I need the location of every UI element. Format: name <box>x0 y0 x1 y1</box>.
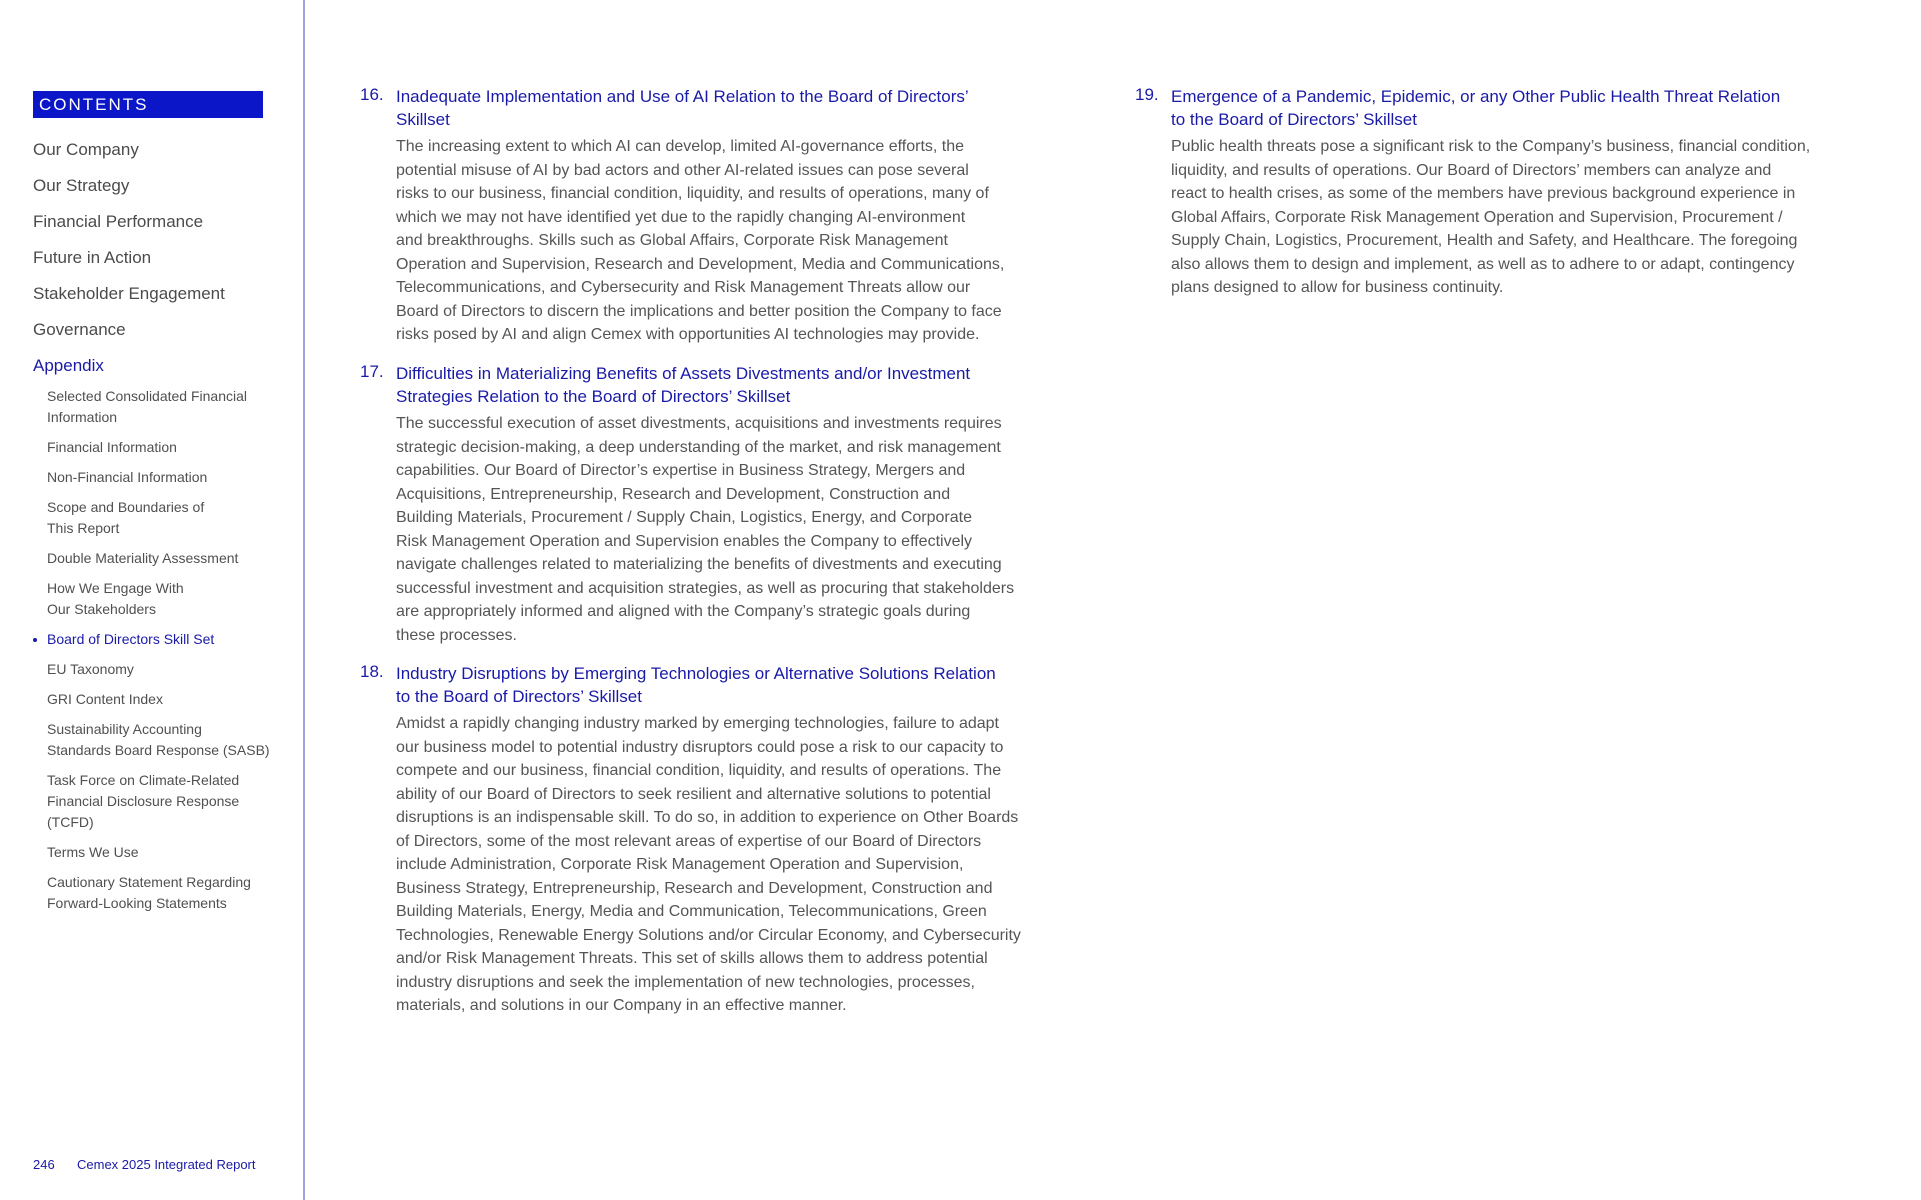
body-line: Technologies, Renewable Energy Solutions and/or Circular Economy, and Cybersecurity <box>396 926 1021 944</box>
body-line: risks posed by AI and align Cemex with opportunities AI technologies may provide. <box>396 326 980 343</box>
body-line: compete and our business, financial condition, liquidity, and results of operations. The <box>396 762 1002 779</box>
body-line: The increasing extent to which AI can develop, limited AI-governance efforts, the <box>396 138 965 155</box>
body-line: which we may not have identified yet due to the rapidly changing AI-environment <box>396 208 966 226</box>
body-line: disruptions is an indispensable skill. To do so, in addition to experience on Other Boards <box>396 809 1019 826</box>
body-line: Acquisitions, Entrepreneurship, Research and Development, Construction and <box>396 485 951 503</box>
footer-report-title: Cemex 2025 Integrated Report <box>77 1157 256 1172</box>
nav-sub-gri-content-index[interactable]: GRI Content Index <box>47 691 163 707</box>
body-line: Board of Directors to discern the implications and better position the Company to face <box>396 302 1002 320</box>
section-number: 18. <box>360 662 384 681</box>
nav-sub-non-financial-information[interactable]: Non-Financial Information <box>47 469 208 485</box>
body-line: Building Materials, Procurement / Supply Chain, Logistics, Energy, and Corporate <box>396 509 972 526</box>
nav-sub-double-materiality-assessment[interactable]: Double Materiality Assessment <box>47 550 239 566</box>
section-title <box>396 362 970 408</box>
nav-appendix[interactable]: Appendix <box>33 356 104 375</box>
nav-sub-cautionary-statement[interactable]: Cautionary Statement Regarding Forward-Looking Statements <box>47 874 251 911</box>
body-line: Public health threats pose a significant risk to the Company’s business, financial condition, <box>1171 138 1811 155</box>
section-number: 19. <box>1135 85 1159 104</box>
nav-our-company[interactable]: Our Company <box>33 140 139 159</box>
section-body <box>1171 135 1810 300</box>
body-line: The successful execution of asset divestments, acquisitions and investments requires <box>396 415 1002 432</box>
body-line: Telecommunications, and Cybersecurity and Risk Management Threats allow our <box>396 279 971 296</box>
section-body <box>396 712 1021 1018</box>
section-title-line: Skillset <box>396 110 450 129</box>
body-line: Building Materials, Energy, Media and Communication, Telecommunications, Green <box>396 903 987 920</box>
contents-header: CONTENTS <box>33 91 263 118</box>
section-title-line: Emergence of a Pandemic, Epidemic, or any Other Public Health Threat Relation <box>1171 87 1781 106</box>
body-line: industry disruptions and seek the implementation of new technologies, processes, <box>396 973 975 991</box>
body-line: are appropriately informed and aligned with the Company’s strategic goals during <box>396 603 971 620</box>
body-line: capabilities. Our Board of Director’s expertise in Business Strategy, Mergers and <box>396 462 966 479</box>
section-18 <box>360 662 1080 1022</box>
body-line: liquidity, and results of operations. Our Board of Directors’ members can analyze and <box>1171 161 1772 179</box>
body-line: ability of our Board of Directors to seek resilient and alternative solutions to potential <box>396 785 991 803</box>
body-line: successful investment and acquisition strategies, as well as procuring that stakeholders <box>396 579 1015 597</box>
nav-sub-selected-consolidated-financial-information[interactable]: Selected Consolidated Financial Information <box>47 388 248 425</box>
body-line: materials, and solutions in our Company in an effective manner. <box>396 997 847 1014</box>
body-line: Business Strategy, Entrepreneurship, Research and Development, Construction and <box>396 879 993 897</box>
sidebar <box>0 0 303 1200</box>
section-title-line: to the Board of Directors’ Skillset <box>1171 110 1417 129</box>
section-title-line: Industry Disruptions by Emerging Technologies or Alternative Solutions Relation <box>396 664 996 683</box>
nav-sub-sasb[interactable]: Sustainability Accounting Standards Board Response (SASB) <box>47 721 270 758</box>
section-body <box>396 135 1004 347</box>
body-line: Amidst a rapidly changing industry marked by emerging technologies, failure to adapt <box>396 715 999 732</box>
nav-sub-how-we-engage[interactable]: How We Engage With Our Stakeholders <box>47 580 184 617</box>
body-line: Supply Chain, Logistics, Procurement, Health and Safety, and Healthcare. The foregoing <box>1171 232 1798 249</box>
body-line: and/or Risk Management Threats. This set of skills allows them to address potential <box>396 950 988 967</box>
body-line: Global Affairs, Corporate Risk Management Operation and Supervision, Procurement / <box>1171 208 1783 226</box>
section-16 <box>360 85 1080 355</box>
nav-stakeholder-engagement[interactable]: Stakeholder Engagement <box>33 284 225 303</box>
section-19 <box>1135 85 1895 305</box>
body-line: of Directors, some of the most relevant areas of expertise of our Board of Directors <box>396 832 982 850</box>
section-title-line: Difficulties in Materializing Benefits of Assets Divestments and/or Investment <box>396 364 971 383</box>
body-line: our business model to potential industry disruptors could pose a risk to our capacity to <box>396 738 1004 756</box>
nav-future-in-action[interactable]: Future in Action <box>33 248 152 267</box>
section-number: 16. <box>360 85 384 104</box>
body-line: Risk Management Operation and Supervision enables the Company to effectively <box>396 532 973 550</box>
nav-sub-tcfd[interactable]: Task Force on Climate-Related Financial Disclosure Response (TCFD) <box>47 772 240 830</box>
nav-governance[interactable]: Governance <box>33 320 126 339</box>
section-title <box>396 662 996 708</box>
footer-page-number: 246 <box>33 1157 55 1172</box>
body-line: also allows them to design and implement, as well as to adhere to or adapt, contingency <box>1171 255 1795 273</box>
sidebar-divider <box>303 0 305 1200</box>
body-line: risks to our business, financial condition, liquidity, and results of operations, many of <box>396 185 989 202</box>
body-line: potential misuse of AI by bad actors and other AI-related issues can pose several <box>396 161 969 179</box>
body-line: strategic decision-making, a deep understanding of the market, and risk management <box>396 438 1001 456</box>
body-line: Operation and Supervision, Research and Development, Media and Communications, <box>396 255 1005 273</box>
body-line: plans designed to allow for business continuity. <box>1171 279 1504 296</box>
section-17 <box>360 362 1080 652</box>
nav-sub-scope-and-boundaries[interactable]: Scope and Boundaries of This Report <box>47 499 205 536</box>
nav-sub-terms-we-use[interactable]: Terms We Use <box>47 844 139 860</box>
section-title <box>396 85 969 131</box>
nav-financial-performance[interactable]: Financial Performance <box>33 212 204 231</box>
nav-our-strategy[interactable]: Our Strategy <box>33 176 130 195</box>
nav-sub-eu-taxonomy[interactable]: EU Taxonomy <box>47 661 134 677</box>
nav-sub-board-of-directors-skill-set[interactable]: Board of Directors Skill Set <box>47 631 215 647</box>
body-line: include Administration, Corporate Risk Management Operation and Supervision, <box>396 856 964 873</box>
body-line: and breakthroughs. Skills such as Global Affairs, Corporate Risk Management <box>396 232 948 249</box>
section-title-line: to the Board of Directors’ Skillset <box>396 687 642 706</box>
section-title-line: Strategies Relation to the Board of Directors’ Skillset <box>396 387 791 406</box>
section-title <box>1171 85 1780 131</box>
nav-sub-financial-information[interactable]: Financial Information <box>47 439 177 455</box>
body-line: react to health crises, as some of the members have previous background experience in <box>1171 185 1796 202</box>
section-number: 17. <box>360 362 384 381</box>
section-body <box>396 412 1014 647</box>
body-line: these processes. <box>396 626 517 644</box>
body-line: navigate challenges related to materializing the benefits of divestments and executing <box>396 556 1002 573</box>
section-title-line: Inadequate Implementation and Use of AI Relation to the Board of Directors’ <box>396 87 969 106</box>
active-bullet-icon <box>33 638 37 642</box>
